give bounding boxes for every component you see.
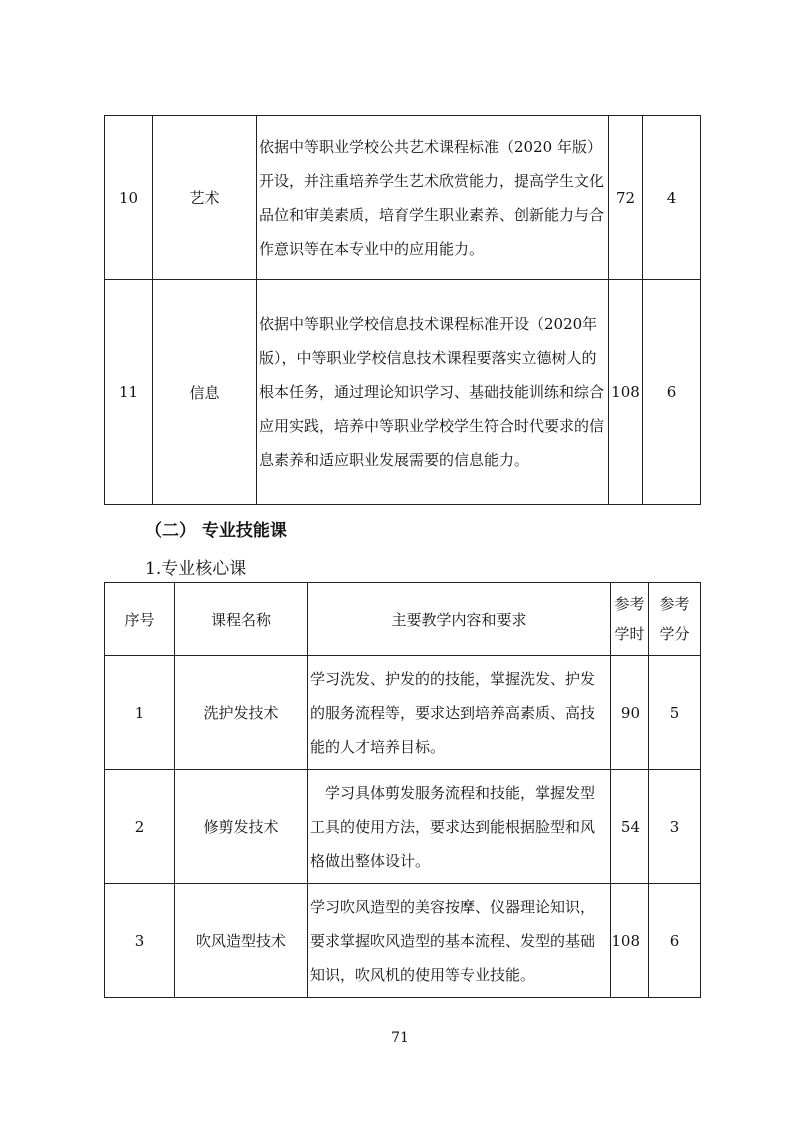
course-hours: 90 bbox=[611, 656, 649, 770]
course-number: 3 bbox=[105, 884, 175, 998]
course-number: 10 bbox=[105, 116, 153, 280]
course-credits: 3 bbox=[649, 770, 701, 884]
header-content: 主要教学内容和要求 bbox=[308, 583, 611, 656]
header-credits-line1: 参考 bbox=[659, 595, 690, 613]
header-credits bbox=[649, 583, 701, 656]
course-number: 1 bbox=[105, 656, 175, 770]
header-course-name: 课程名称 bbox=[175, 583, 308, 656]
course-credits: 6 bbox=[649, 884, 701, 998]
table-row bbox=[105, 884, 701, 998]
course-content: 学习洗发、护发的的技能，掌握洗发、护发的服务流程等，要求达到培养高素质、高技能的人才培养目标。 bbox=[308, 656, 611, 770]
course-content: 依据中等职业学校信息技术课程标准开设（2020年版），中等职业学校信息技术课程要落实立德树人的根本任务，通过理论知识学习、基础技能训练和综合应用实践，培养中等职业学校学生符合时代要求的信息素养和适应职业发展需要的信息能力。 bbox=[257, 280, 609, 505]
table-header-row bbox=[105, 583, 701, 656]
table-row bbox=[105, 280, 701, 505]
header-number: 序号 bbox=[105, 583, 175, 656]
course-number: 2 bbox=[105, 770, 175, 884]
subsection-heading: 1.专业核心课 bbox=[145, 559, 247, 579]
table-row bbox=[105, 116, 701, 280]
page-number: 71 bbox=[391, 1030, 409, 1046]
course-hours: 54 bbox=[611, 770, 649, 884]
course-name: 修剪发技术 bbox=[175, 770, 308, 884]
course-credits: 4 bbox=[643, 116, 701, 280]
course-content: 学习具体剪发服务流程和技能，掌握发型工具的使用方法，要求达到能根据脸型和风格做出整体设计。 bbox=[308, 770, 611, 884]
course-hours: 108 bbox=[611, 884, 649, 998]
course-content: 学习吹风造型的美容按摩、仪器理论知识，要求掌握吹风造型的基本流程、发型的基础知识，吹风机的使用等专业技能。 bbox=[308, 884, 611, 998]
table-row bbox=[105, 770, 701, 884]
course-credits: 6 bbox=[643, 280, 701, 505]
course-name: 洗护发技术 bbox=[175, 656, 308, 770]
course-hours: 108 bbox=[609, 280, 643, 505]
course-credits: 5 bbox=[649, 656, 701, 770]
course-number: 11 bbox=[105, 280, 153, 505]
course-name: 吹风造型技术 bbox=[175, 884, 308, 998]
course-name: 信息 bbox=[153, 280, 257, 505]
course-content: 依据中等职业学校公共艺术课程标准（2020 年版）开设，并注重培养学生艺术欣赏能力，提高学生文化品位和审美素质，培育学生职业素养、创新能力与合作意识等在本专业中的应用能力。 bbox=[257, 116, 609, 280]
header-hours-line2: 学时 bbox=[614, 625, 645, 643]
course-name: 艺术 bbox=[153, 116, 257, 280]
table-row bbox=[105, 656, 701, 770]
header-hours-line1: 参考 bbox=[614, 595, 645, 613]
header-credits-line2: 学分 bbox=[659, 625, 690, 643]
section-heading: （二） 专业技能课 bbox=[145, 521, 287, 541]
general-courses-table bbox=[104, 115, 701, 505]
core-courses-table bbox=[104, 582, 701, 998]
header-hours bbox=[611, 583, 649, 656]
course-hours: 72 bbox=[609, 116, 643, 280]
